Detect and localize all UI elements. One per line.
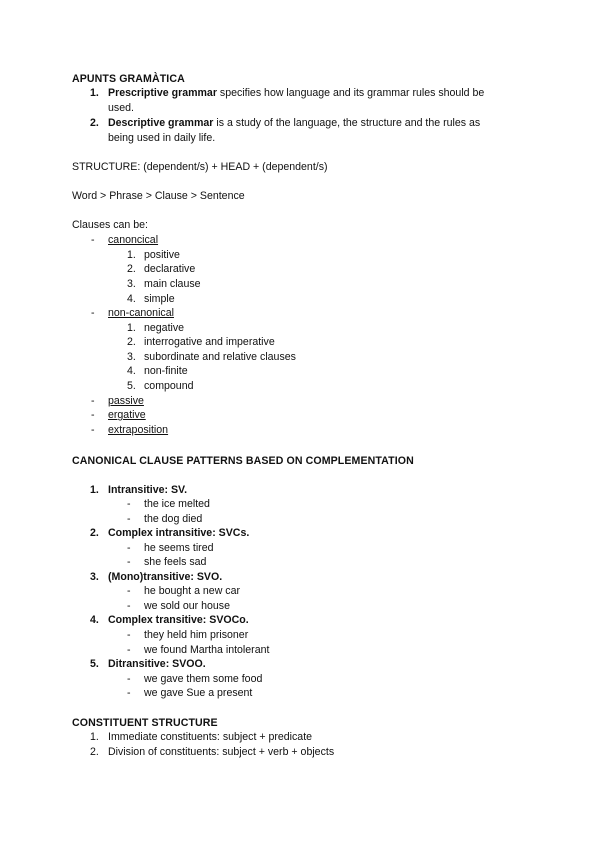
list-number: 1. <box>127 249 136 261</box>
list-number: 2. <box>90 117 99 129</box>
list-item: interrogative and imperative <box>144 336 275 348</box>
definition-continued: being used in daily life. <box>108 132 216 144</box>
list-number: 1. <box>90 731 99 743</box>
definition-continued: used. <box>108 102 134 114</box>
dash-bullet: - <box>91 424 95 436</box>
dash-bullet: - <box>91 234 95 246</box>
list-item: Division of constituents: subject + verb + objects <box>108 746 335 758</box>
list-number: 2. <box>90 746 99 758</box>
dash-bullet: - <box>127 600 131 612</box>
pattern-example: the dog died <box>144 513 203 525</box>
section-heading-constituent: CONSTITUENT STRUCTURE <box>72 717 218 729</box>
dash-bullet: - <box>91 395 95 407</box>
pattern-label: Complex intransitive: SVCs. <box>108 527 250 539</box>
pattern-example: the ice melted <box>144 498 210 510</box>
definition: specifies how language and its grammar rules should be <box>216 87 485 99</box>
list-number: 3. <box>90 571 99 583</box>
list-item: declarative <box>144 263 196 275</box>
list-number: 4. <box>90 614 99 626</box>
list-number: 3. <box>127 351 136 363</box>
list-item: compound <box>144 380 194 392</box>
list-item: non-finite <box>144 365 188 377</box>
pattern-example: he seems tired <box>144 542 214 554</box>
term: Descriptive grammar <box>108 117 214 129</box>
pattern-example: we found Martha intolerant <box>144 644 270 656</box>
dash-bullet: - <box>127 542 131 554</box>
list-item: main clause <box>144 278 201 290</box>
pattern-example: we gave them some food <box>144 673 263 685</box>
structure-formula: STRUCTURE: (dependent/s) + HEAD + (dependent/s) <box>72 161 328 173</box>
clause-type-ergative: ergative <box>108 409 146 421</box>
grammar-type-descriptive <box>108 116 480 131</box>
dash-bullet: - <box>127 556 131 568</box>
definition: is a study of the language, the structure and the rules as <box>213 117 481 129</box>
pattern-example: they held him prisoner <box>144 629 249 641</box>
clause-type-passive: passive <box>108 395 144 407</box>
dash-bullet: - <box>127 585 131 597</box>
list-item: positive <box>144 249 180 261</box>
pattern-example: we gave Sue a present <box>144 687 253 699</box>
list-number: 1. <box>90 87 99 99</box>
pattern-example: he bought a new car <box>144 585 241 597</box>
hierarchy-line: Word > Phrase > Clause > Sentence <box>72 190 245 202</box>
pattern-example: we sold our house <box>144 600 230 612</box>
list-number: 2. <box>127 336 136 348</box>
list-number: 5. <box>127 380 136 392</box>
dash-bullet: - <box>127 673 131 685</box>
pattern-label: Complex transitive: SVOCo. <box>108 614 249 626</box>
pattern-example: she feels sad <box>144 556 207 568</box>
pattern-label: (Mono)transitive: SVO. <box>108 571 223 583</box>
list-number: 2. <box>127 263 136 275</box>
clause-type-non-canonical: non-canonical <box>108 307 174 319</box>
clause-type-canonical: canoncical <box>108 234 159 246</box>
list-number: 4. <box>127 365 136 377</box>
dash-bullet: - <box>127 498 131 510</box>
grammar-type-prescriptive <box>108 86 484 101</box>
dash-bullet: - <box>91 307 95 319</box>
dash-bullet: - <box>91 409 95 421</box>
dash-bullet: - <box>127 687 131 699</box>
section-heading-patterns: CANONICAL CLAUSE PATTERNS BASED ON COMPLEMENTATION <box>72 455 414 467</box>
list-item: simple <box>144 293 175 305</box>
dash-bullet: - <box>127 629 131 641</box>
clause-type-extraposition: extraposition <box>108 424 169 436</box>
dash-bullet: - <box>127 644 131 656</box>
list-number: 5. <box>90 658 99 670</box>
list-number: 1. <box>127 322 136 334</box>
pattern-label: Intransitive: SV. <box>108 484 188 496</box>
list-number: 2. <box>90 527 99 539</box>
list-number: 4. <box>127 293 136 305</box>
list-item: subordinate and relative clauses <box>144 351 296 363</box>
list-number: 1. <box>90 484 99 496</box>
list-item: Immediate constituents: subject + predicate <box>108 731 313 743</box>
dash-bullet: - <box>127 513 131 525</box>
term: Prescriptive grammar <box>108 87 217 99</box>
clauses-intro: Clauses can be: <box>72 219 148 231</box>
document-title: APUNTS GRAMÀTICA <box>72 73 185 85</box>
list-number: 3. <box>127 278 136 290</box>
list-item: negative <box>144 322 185 334</box>
pattern-label: Ditransitive: SVOO. <box>108 658 206 670</box>
